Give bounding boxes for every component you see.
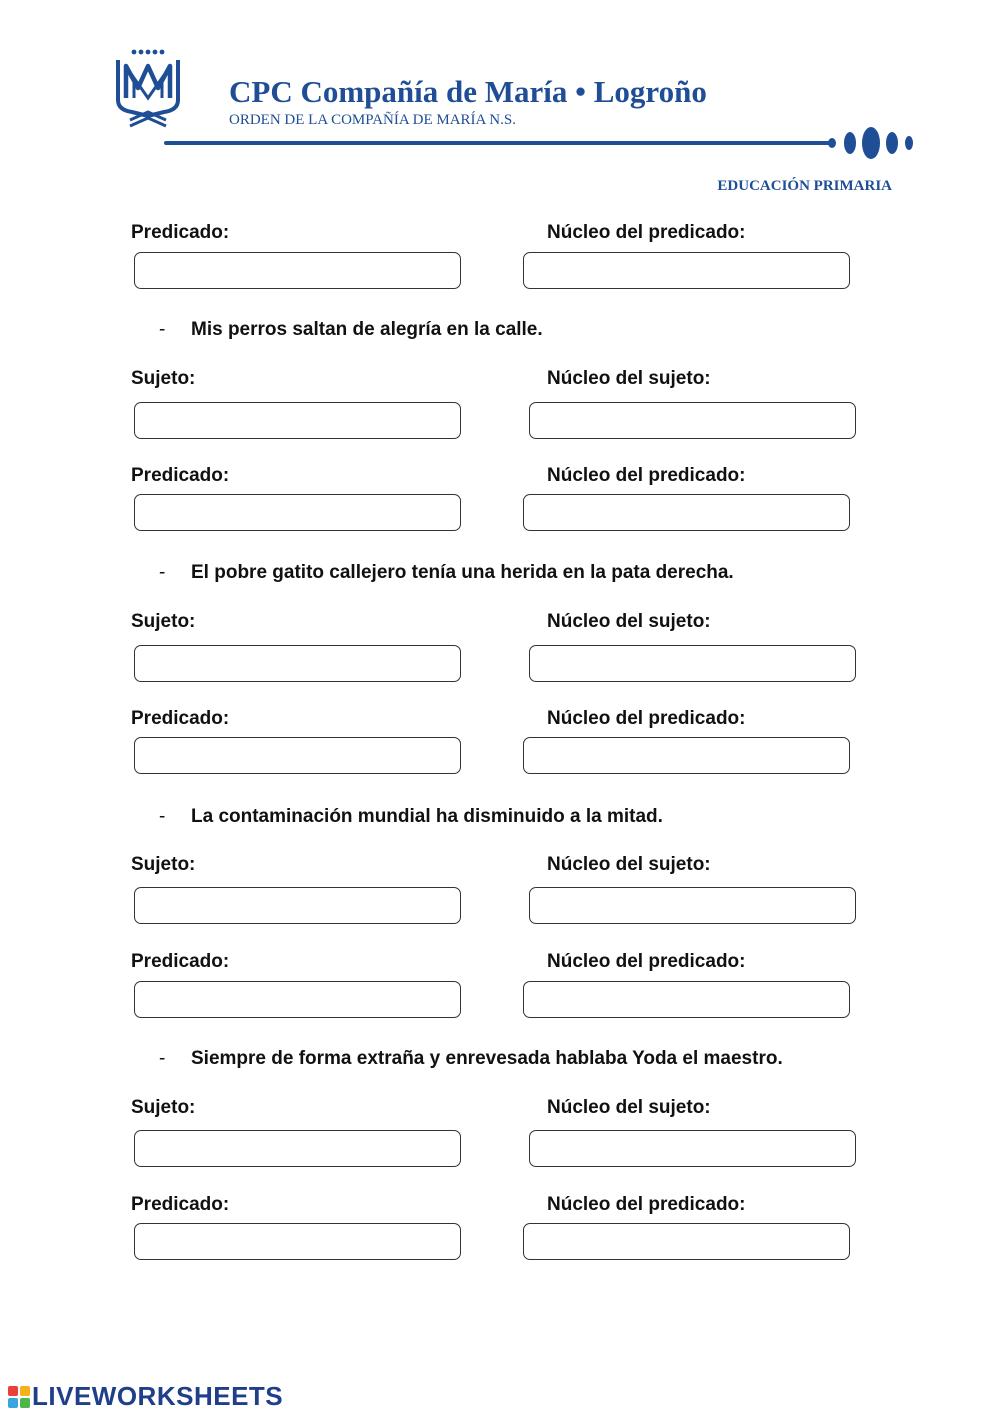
predicado-label: Predicado: bbox=[131, 1194, 230, 1215]
sujeto-label: Sujeto: bbox=[131, 1097, 196, 1118]
sujeto-input[interactable] bbox=[134, 1130, 461, 1167]
predicado-input[interactable] bbox=[134, 737, 461, 774]
sentence-4 bbox=[159, 1048, 783, 1070]
nucleo-predicado-input[interactable] bbox=[523, 1223, 850, 1260]
bullet-dash: - bbox=[159, 806, 166, 827]
sujeto-input[interactable] bbox=[134, 645, 461, 682]
predicado-label: Predicado: bbox=[131, 951, 230, 972]
bullet-dash: - bbox=[159, 562, 166, 583]
liveworksheets-wordmark: LIVEWORKSHEETS bbox=[32, 1381, 284, 1411]
liveworksheets-brand bbox=[8, 1381, 283, 1412]
nucleo-predicado-label: Núcleo del predicado: bbox=[547, 465, 746, 486]
header-rule-with-dots bbox=[164, 126, 916, 160]
nucleo-sujeto-label: Núcleo del sujeto: bbox=[547, 1097, 711, 1118]
sujeto-label: Sujeto: bbox=[131, 368, 196, 389]
nucleo-sujeto-input[interactable] bbox=[529, 402, 856, 439]
nucleo-sujeto-input[interactable] bbox=[529, 887, 856, 924]
sentence-1 bbox=[159, 319, 543, 341]
section-label: EDUCACIÓN PRIMARIA bbox=[717, 178, 892, 194]
sujeto-label: Sujeto: bbox=[131, 854, 196, 875]
sujeto-label: Sujeto: bbox=[131, 611, 196, 632]
predicado-label: Predicado: bbox=[131, 465, 230, 486]
predicado-label: Predicado: bbox=[131, 708, 230, 729]
nucleo-sujeto-input[interactable] bbox=[529, 1130, 856, 1167]
nucleo-predicado-label: Núcleo del predicado: bbox=[547, 1194, 746, 1215]
sentence-3 bbox=[159, 806, 663, 828]
nucleo-predicado-input[interactable] bbox=[523, 494, 850, 531]
nucleo-sujeto-input[interactable] bbox=[529, 645, 856, 682]
sentence-text: Mis perros saltan de alegría en la calle. bbox=[191, 319, 543, 340]
bullet-dash: - bbox=[159, 1048, 166, 1069]
sentence-text: Siempre de forma extraña y enrevesada hablaba Yoda el maestro. bbox=[191, 1048, 783, 1069]
predicado-label: Predicado: bbox=[131, 222, 230, 243]
sentence-text: El pobre gatito callejero tenía una herida en la pata derecha. bbox=[191, 562, 734, 583]
liveworksheets-logo-icon bbox=[8, 1386, 30, 1408]
nucleo-predicado-label: Núcleo del predicado: bbox=[547, 708, 746, 729]
school-title: CPC Compañía de María • Logroño bbox=[229, 74, 707, 109]
nucleo-sujeto-label: Núcleo del sujeto: bbox=[547, 368, 711, 389]
nucleo-predicado-input[interactable] bbox=[523, 737, 850, 774]
sujeto-input[interactable] bbox=[134, 887, 461, 924]
predicado-input[interactable] bbox=[134, 494, 461, 531]
nucleo-predicado-input[interactable] bbox=[523, 252, 850, 289]
sujeto-input[interactable] bbox=[134, 402, 461, 439]
school-subtitle: ORDEN DE LA COMPAÑÍA DE MARÍA N.S. bbox=[229, 112, 516, 128]
nucleo-predicado-input[interactable] bbox=[523, 981, 850, 1018]
nucleo-sujeto-label: Núcleo del sujeto: bbox=[547, 611, 711, 632]
nucleo-sujeto-label: Núcleo del sujeto: bbox=[547, 854, 711, 875]
predicado-input[interactable] bbox=[134, 1223, 461, 1260]
nucleo-predicado-label: Núcleo del predicado: bbox=[547, 951, 746, 972]
nucleo-predicado-label: Núcleo del predicado: bbox=[547, 222, 746, 243]
bullet-dash: - bbox=[159, 319, 166, 340]
sentence-text: La contaminación mundial ha disminuido a la mitad. bbox=[191, 806, 663, 827]
predicado-input[interactable] bbox=[134, 252, 461, 289]
sentence-2 bbox=[159, 562, 734, 584]
school-crest-logo bbox=[112, 48, 184, 130]
predicado-input[interactable] bbox=[134, 981, 461, 1018]
